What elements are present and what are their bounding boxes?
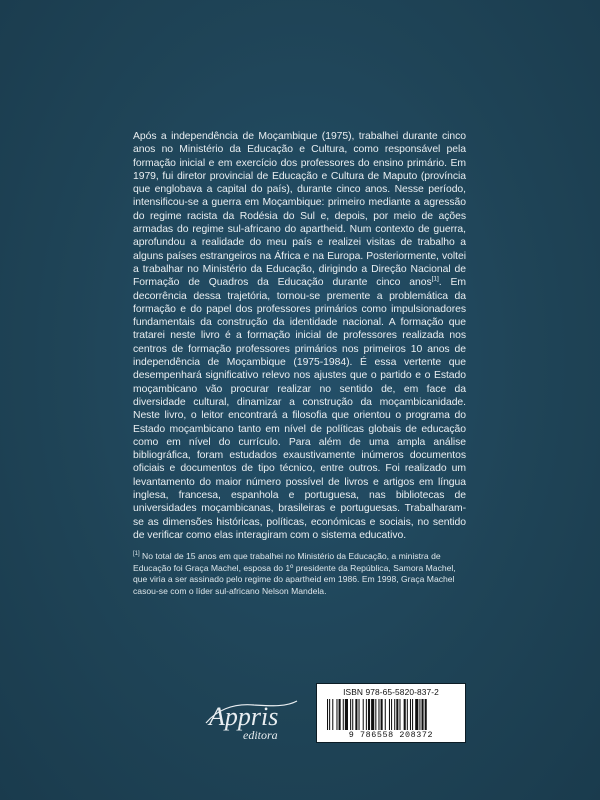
- barcode-bar: [359, 699, 360, 730]
- barcode-bar: [407, 699, 408, 730]
- appris-logo: [202, 693, 302, 743]
- barcode-bar: [415, 699, 418, 730]
- footnote-reference: [1]: [431, 275, 439, 283]
- barcode-bar: [345, 699, 348, 730]
- barcode-bar: [355, 699, 357, 730]
- barcode-bar: [389, 699, 390, 730]
- body-text-part-1: Após a independência de Moçambique (1975), trabalhei durante cinco anos no Ministério da Educação e Cultura, como responsável pela formação inicial e em exercício dos professores do ensino primário. Em 1979, fui diretor provincial de Educação e Cultura de Maputo (província que englobava a capital do país), durante cinco anos. Nesse período, intensificou-se a guerra em Moçambique: primeiro mediante a agressão do regime racista da Rodésia do Sul e, depois, por meio de ações armadas do regime sul-africano do apartheid. Num contexto de guerra, aprofundou a realidade do meu país e realizei visitas de trabalho a alguns países estrangeiros na África e na Europa. Posteriormente, voltei a trabalhar no Ministério da Educação, dirigindo a Direção Nacional de Formação de Quadros da Educação durante cinco anos: [133, 131, 466, 289]
- barcode-bar: [366, 699, 367, 730]
- barcode-bar: [343, 699, 344, 730]
- barcode-bar: [327, 699, 328, 730]
- barcode-bar: [371, 699, 374, 730]
- barcode-bar: [375, 699, 376, 730]
- isbn-barcode: [316, 683, 466, 743]
- barcode-bar: [329, 699, 330, 730]
- barcode-bar: [363, 699, 364, 730]
- barcode-bars: [327, 699, 457, 730]
- barcode-bar: [391, 699, 392, 730]
- footnote-marker: [1]: [133, 551, 140, 558]
- barcode-digits: 9 786558 208372: [348, 730, 434, 740]
- barcode-bar: [332, 699, 333, 730]
- footnote: [133, 551, 466, 597]
- barcode-bar: [396, 699, 398, 730]
- barcode-bar: [378, 699, 379, 730]
- barcode-bar: [419, 699, 420, 730]
- appris-logo-mark: [202, 693, 302, 743]
- footnote-text: No total de 15 anos em que trabalhei no Ministério da Educação, a ministra de Educação foi Graça Machel, esposa do 1º presidente da República, Samora Machel, que viria a ser assinado pelo regime do apartheid em 1986. Em 1998, Graça Machel casou-se com o líder sul-africano Nelson Mandela.: [133, 551, 456, 596]
- barcode-bar: [336, 699, 337, 730]
- barcode-bar: [425, 699, 427, 730]
- barcode-bar: [368, 699, 370, 730]
- barcode-bar: [339, 699, 341, 730]
- barcode-bar: [399, 699, 400, 730]
- barcode-bar: [404, 699, 406, 730]
- barcode-bar: [350, 699, 351, 730]
- logo-tagline: editora: [243, 728, 278, 742]
- isbn-label: ISBN 978-65-5820-837-2: [343, 687, 439, 697]
- back-cover-body-text: [133, 130, 466, 542]
- body-text-part-2: . Em decorrência dessa trajetória, tornou-se premente a problemática da formação e do papel dos professores primários como impulsionadores fundamentais da construção da identidade nacional. A formação que tratarei neste livro é a formação inicial de professores realizada nos centros de formação professores primários nos primeiros 10 anos de independência de Moçambique (1975-1984). É essa vertente que desempenhará significativo relevo nos ajustes que o partido e o Estado moçambicano vão procurar realizar no sentido de, em face da diversidade cultural, dinamizar a construção da moçambicanidade. Neste livro, o leitor encontrará a filosofia que orientou o programa do Estado moçambicano tanto em nível de políticas globais de educação como em nível do currículo. Para além de uma ampla análise bibliográfica, foram estudados exaustivamente inúmeros documentos oficiais e documentos de tipo técnico, entre outros. Foi realizado um levantamento do maior número possível de livros e artigos em língua inglesa, francesa, espanhola e portuguesa, nas bibliotecas de universidades moçambicanas, brasileiras e portuguesas. Trabalharam-se as dimensões históricas, políticas, económicas e sociais, no sentido de verificar como elas interagiram com o sistema educativo.: [133, 277, 466, 541]
- barcode-bar: [412, 699, 413, 730]
- barcode-bar: [352, 699, 353, 730]
- barcode-bar: [410, 699, 411, 730]
- barcode-bar: [422, 699, 424, 730]
- barcode-bar: [394, 699, 395, 730]
- logo-publisher-name: Appris: [209, 702, 279, 731]
- barcode-bar: [381, 699, 383, 730]
- barcode-bar: [385, 699, 386, 730]
